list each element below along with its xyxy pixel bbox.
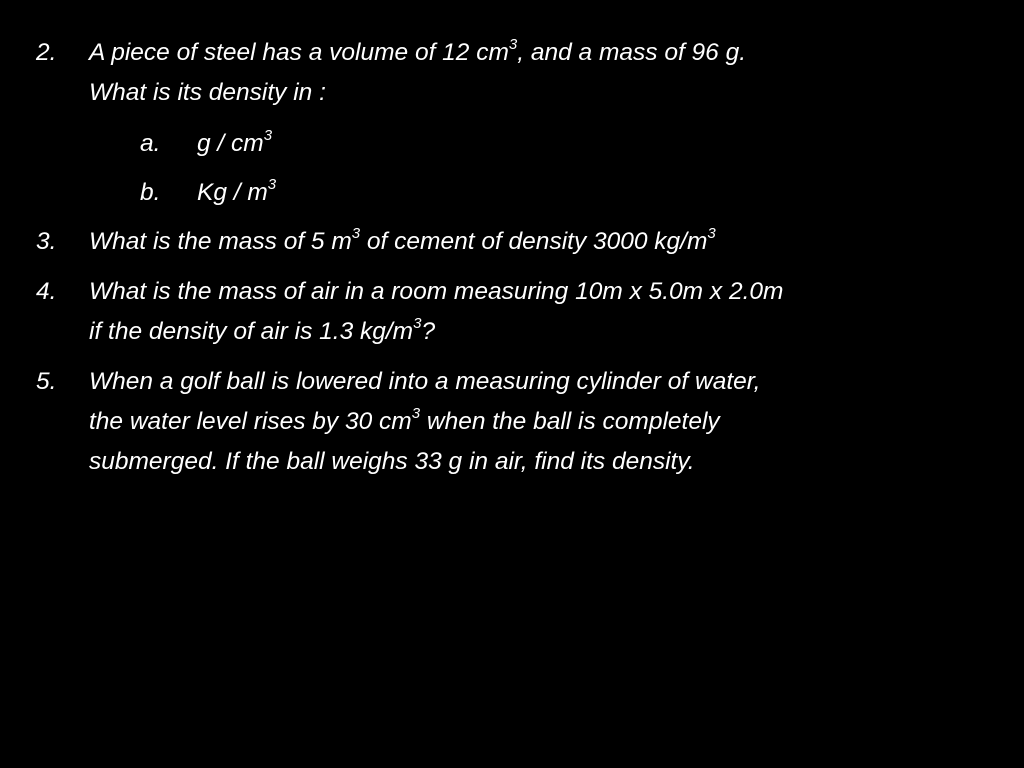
sub-item-letter: a. [140, 130, 161, 157]
question-text [89, 362, 996, 482]
text-run: when the ball is completely [420, 408, 720, 435]
superscript: 3 [413, 314, 422, 332]
text-run: , and a mass of 96 g. [517, 39, 747, 66]
text-run: What is the mass of 5 m [89, 228, 352, 255]
superscript: 3 [411, 404, 421, 422]
question-number: 4. [36, 278, 57, 305]
text-run: When a golf ball is lowered into a measuring cylinder of water, [89, 368, 761, 395]
text-line [89, 272, 996, 312]
sub-item-text [197, 124, 272, 164]
text-run: What is its density in : [89, 79, 326, 106]
question-5 [36, 362, 996, 482]
text-line [89, 442, 996, 482]
superscript: 3 [707, 224, 716, 242]
sub-item-letter: b. [140, 179, 161, 206]
text-run: if the density of air is 1.3 kg/m [89, 318, 414, 345]
text-run: g / cm [197, 130, 264, 157]
question-text [89, 33, 996, 113]
text-run: the water level rises by 30 cm [89, 408, 412, 435]
text-run: of cement of density 3000 kg/m [360, 228, 708, 255]
text-line [89, 222, 996, 262]
sub-item-text [197, 173, 276, 213]
text-line [89, 362, 996, 402]
text-run: Kg / m [197, 179, 268, 206]
text-run: A piece of steel has a volume of 12 cm [89, 39, 509, 66]
superscript: 3 [508, 35, 518, 53]
superscript: 3 [267, 175, 277, 193]
superscript: 3 [351, 224, 361, 242]
question-4 [36, 272, 996, 352]
question-number: 3. [36, 228, 57, 255]
question-text [89, 222, 996, 262]
sub-item-a [140, 124, 272, 164]
sub-item-b [140, 173, 276, 213]
question-3 [36, 222, 996, 262]
text-line [89, 312, 996, 352]
text-run: submerged. If the ball weighs 33 g in air, find its density. [89, 448, 695, 475]
text-line [89, 402, 996, 442]
text-line [89, 33, 996, 73]
question-number: 2. [36, 39, 57, 66]
superscript: 3 [263, 126, 273, 144]
question-2 [36, 33, 996, 113]
question-text [89, 272, 996, 352]
text-run: What is the mass of air in a room measuring 10m x 5.0m x 2.0m [89, 278, 784, 305]
text-run: ? [421, 318, 436, 345]
question-number: 5. [36, 368, 57, 395]
text-line [89, 73, 996, 113]
